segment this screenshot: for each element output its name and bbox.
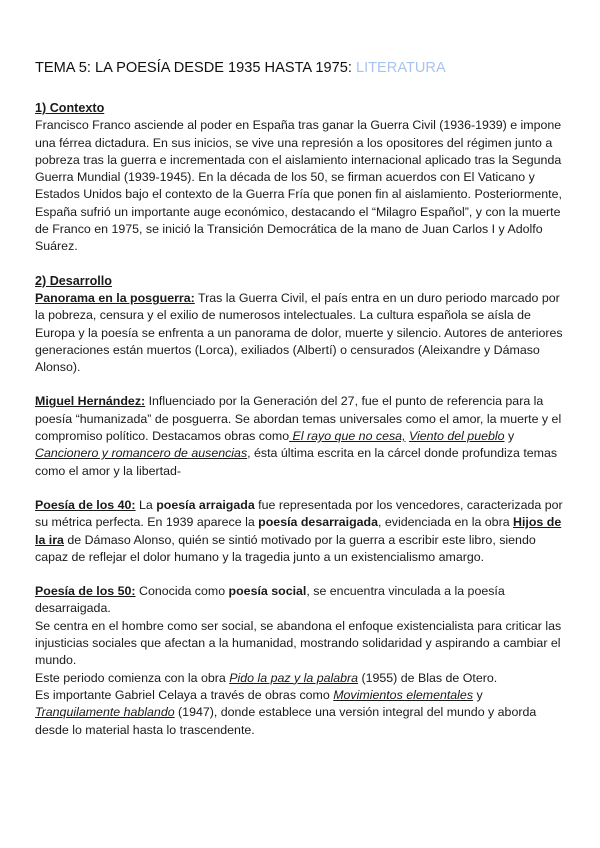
poesia-50-label: Poesía de los 50: [35,584,136,599]
page-title [35,58,565,78]
miguel-label: Miguel Hernández: [35,394,146,409]
p40-text-1: La [135,497,157,512]
p50-l3-text-b: (1955) de Blas de Otero. [358,670,498,685]
panorama-label: Panorama en la posguerra: [35,290,195,305]
p50-l3-text-a: Este periodo comienza con la obra [35,670,230,685]
p50-text-2: , se encuentra vinculada a la poesía desarraigada. [35,584,505,616]
work-title-viento: Viento del pueblo [408,429,505,444]
p50-text-1: Conocida como [135,584,229,599]
poesia-50-line-2: Se centra en el hombre como ser social, se abandona el enfoque existencialista para criticar las injusticias sociales que afectan a la humanidad, mostrando solidaridad y aspirando a cambiar el mundo. [35,618,562,668]
work-title-tranquilamente: Tranquilamente hablando [35,705,175,720]
poesia-40-label: Poesía de los 40: [35,497,136,512]
work-title-el-rayo: El rayo que no cesa, [289,429,406,444]
panorama-paragraph [35,290,565,376]
p40-text-2: fue representada por los vencedores, caracterizada por su métrica perfecta. En 1939 aparece la [35,497,563,530]
section-heading-contexto: 1) Contexto [35,101,105,115]
section-contexto [35,100,565,256]
section-desarrollo [35,273,565,739]
term-poesia-arraigada: poesía arraigada [156,497,255,512]
p40-text-3: , evidenciada en la obra [378,515,514,530]
miguel-paragraph [35,393,565,479]
miguel-text-1: Influenciado por la Generación del 27, fue el punto de referencia para la poesía “humanizada” de posguerra. Se abordan temas universales como el amor, la muerte y el compromiso político. Destacamos obras como [35,394,562,444]
p40-text-4: de Dámaso Alonso, quién se sintió motivado por la guerra a escribir este libro, siendo capaz de reflejar el dolor humano y la tragedia junto a un existencialismo amargo. [35,532,536,564]
miguel-text-3: y [504,429,515,444]
p50-l4-text-b: y [473,687,483,702]
poesia-40-paragraph [35,497,565,566]
p50-l4-text-a: Es importante Gabriel Celaya a través de obras como [35,687,334,702]
title-main: TEMA 5: LA POESÍA DESDE 1935 HASTA 1975: [35,60,356,76]
p50-l4-text-c: (1947), donde establece una versión integral del mundo y aborda desde lo material hasta lo trascendente. [35,705,537,737]
term-poesia-desarraigada: poesía desarraigada [258,515,379,530]
panorama-text: Tras la Guerra Civil, el país entra en un duro periodo marcado por la pobreza, censura y el exilio de numerosos intelectuales. La cultura española se aísla de Europa y la poesía se enfrenta a un panorama de dolor, muerte y silencio. Autores de anteriores generaciones están muertos (Lorca), exiliados (Albertí) o censurados (Aleixandre y Dámaso Alonso). [35,290,563,375]
section-heading-desarrollo: 2) Desarrollo [35,273,112,288]
work-title-pido-la-paz: Pido la paz y la palabra [229,670,359,685]
miguel-text-4: , ésta última escrita en la cárcel donde profundiza temas como el amor y la libertad- [35,446,558,478]
work-title-hijos-de-la-ira: Hijos de la ira [35,515,562,547]
work-title-cancionero: Cancionero y romancero de ausencias [35,446,248,461]
poesia-50-paragraph [35,583,565,618]
title-accent: LITERATURA [355,60,446,76]
poesia-50-line-3 [35,670,565,687]
poesia-50-line-4 [35,687,565,739]
contexto-paragraph: Francisco Franco asciende al poder en España tras ganar la Guerra Civil (1936-1939) e impone una férrea dictadura. En sus inicios, se vive una represión a los opositores del régimen junto a pobreza tras la guerra e incrementada con el aislamiento internacional aplicado tras la Segunda Guerra Mundial (1939-1945). En la década de los 50, se firman acuerdos con El Vaticano y Estados Unidos bajo el contexto de la Guerra Fría que ponen fin al aislamiento. Posteriormente, España sufrió un importante auge económico, destacando el “Milagro Español”, y con la muerte de Franco en 1975, se inició la Transición Democrática de la mano de Juan Carlos I y Adolfo Suárez. [35,118,562,254]
term-poesia-social: poesía social [228,584,307,599]
work-title-movimientos: Movimientos elementales [333,687,474,702]
document-page [35,58,565,739]
